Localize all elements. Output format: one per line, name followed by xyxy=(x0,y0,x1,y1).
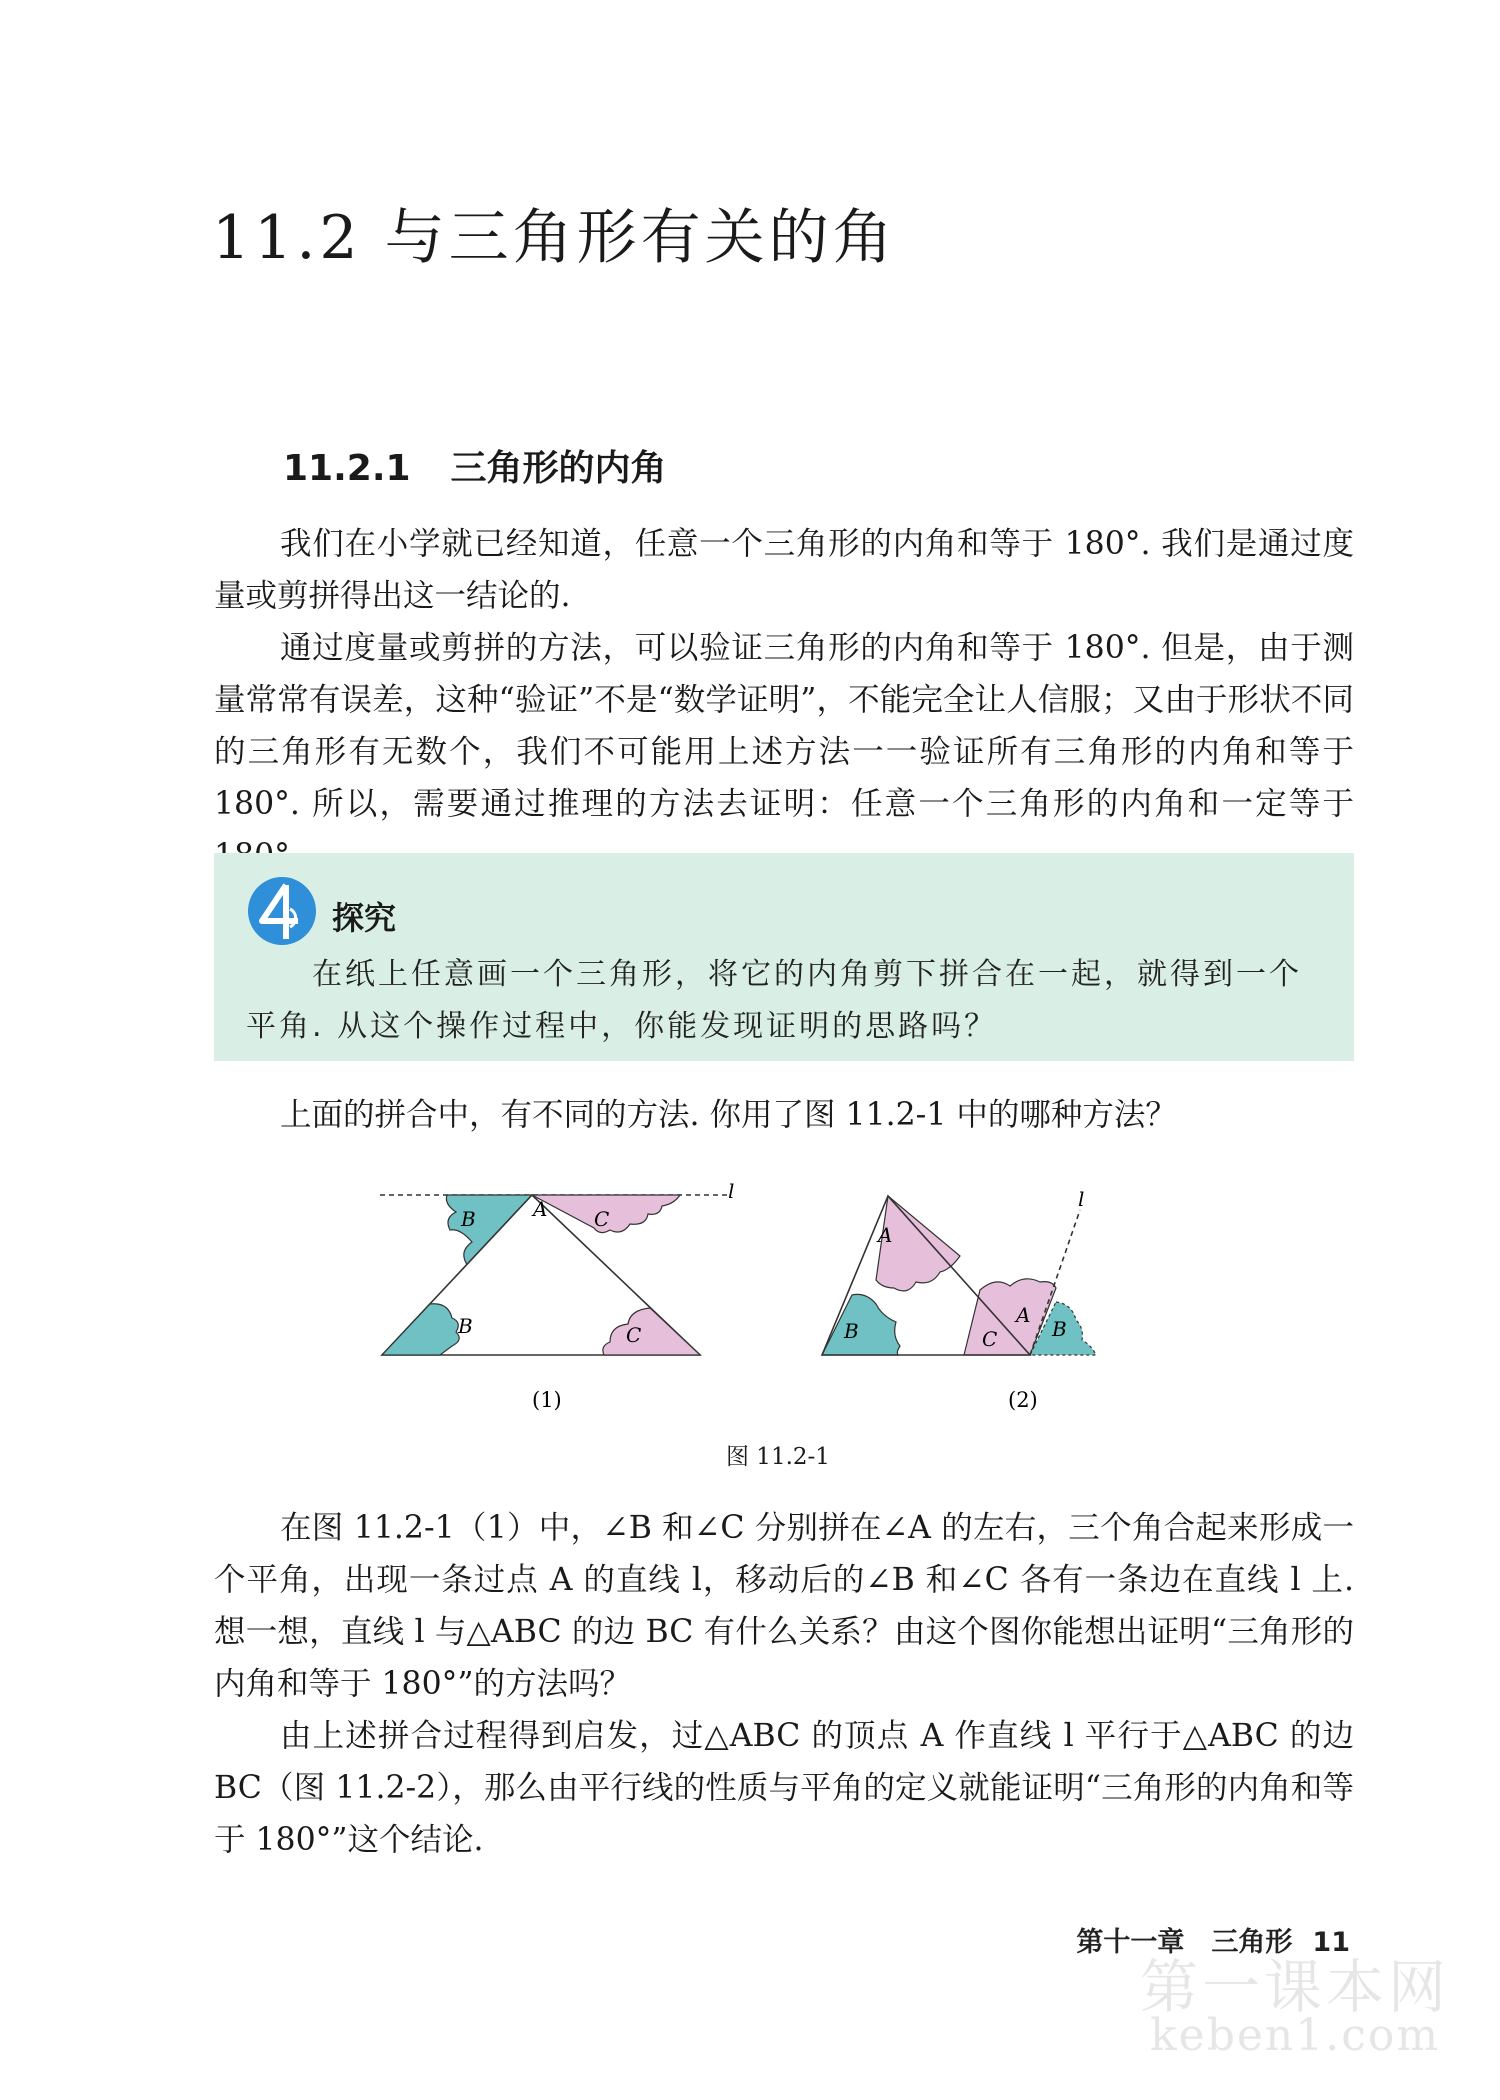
label-a-1: A xyxy=(533,1197,548,1221)
label-b-moved-2: B xyxy=(1052,1317,1067,1341)
explore-text xyxy=(246,949,1336,1053)
explore-line-1: 在纸上任意画一个三角形，将它的内角剪下拼合在一起，就得到一个 xyxy=(312,957,1302,992)
paragraph-1: 我们在小学就已经知道，任意一个三角形的内角和等于 180°. 我们是通过度量或剪拼得出这一结论的. xyxy=(214,526,1354,614)
figure-caption: 图 11.2-1 xyxy=(726,1444,830,1470)
question-text: 上面的拼合中，有不同的方法. 你用了图 11.2-1 中的哪种方法？ xyxy=(280,1097,1177,1133)
chapter-label: 第十一章 三角形 xyxy=(1076,1927,1293,1958)
label-c-moved: C xyxy=(594,1207,610,1231)
explore-line-2: 平角. 从这个操作过程中，你能发现证明的思路吗？ xyxy=(246,1009,998,1044)
fig-sub-2: (2) xyxy=(1008,1388,1038,1412)
label-a-2: A xyxy=(878,1223,893,1247)
subsection-number: 11.2.1 xyxy=(283,448,411,489)
label-c-2: C xyxy=(982,1327,998,1351)
label-b-2: B xyxy=(844,1319,859,1343)
watermark-url: keben1.com xyxy=(1150,2010,1441,2061)
label-a-moved: A xyxy=(1016,1303,1031,1327)
label-l-2: l xyxy=(1078,1187,1085,1211)
paragraph-2: 通过度量或剪拼的方法，可以验证三角形的内角和等于 180°. 但是，由于测量常常有误差，这种“验证”不是“数学证明”，不能完全让人信服；又由于形状不同的三角形有无数个，我们不可能用上述方法一一验证所有三角形的内角和等于 180°. 所以，需要通过推理的方法去证明：任意一个三角形的内角和一定等于 xyxy=(214,630,1354,822)
label-c-1: C xyxy=(626,1323,642,1347)
figure-11-2-1 xyxy=(360,1170,1200,1474)
label-b-1: B xyxy=(458,1314,473,1338)
explore-box xyxy=(214,853,1354,1061)
section-title: 11.2 与三角形有关的角 xyxy=(212,203,897,273)
label-l-1: l xyxy=(728,1179,735,1203)
subsection-label: 三角形的内角 xyxy=(450,448,667,489)
paragraph-3: 在图 11.2-1（1）中，∠B 和∠C 分别拼在∠A 的左右，三个角合起来形成一个平角，出现一条过点 A 的直线 l，移动后的∠B 和∠C 各有一条边在直线 l 上. 想一想，直线 l 与△ABC 的边 BC 有什么关系？由这个图你能想出证明“三角形的内角和等于 180°”的方法吗？ xyxy=(214,1510,1354,1702)
fig-sub-1: (1) xyxy=(532,1388,562,1412)
paragraph-4: 由上述拼合过程得到启发，过△ABC 的顶点 A 作直线 l 平行于△ABC 的边 BC（图 11.2-2），那么由平行线的性质与平角的定义就能证明“三角形的内角和等于 180°”这个结论. xyxy=(214,1718,1354,1858)
figure-1 xyxy=(380,1179,734,1355)
explore-title: 探究 xyxy=(332,899,397,937)
intro-text xyxy=(214,518,1354,882)
watermark-title: 第一课本网 xyxy=(1140,1953,1451,2021)
explore-icon xyxy=(246,875,318,947)
figure-svg xyxy=(360,1170,1200,1470)
subsection-title xyxy=(283,440,667,491)
figure-2 xyxy=(822,1187,1096,1355)
angle-b-1 xyxy=(382,1304,459,1355)
discussion-text xyxy=(214,1502,1354,1866)
page-number: 11 xyxy=(1312,1927,1350,1958)
label-b-moved: B xyxy=(461,1207,476,1231)
